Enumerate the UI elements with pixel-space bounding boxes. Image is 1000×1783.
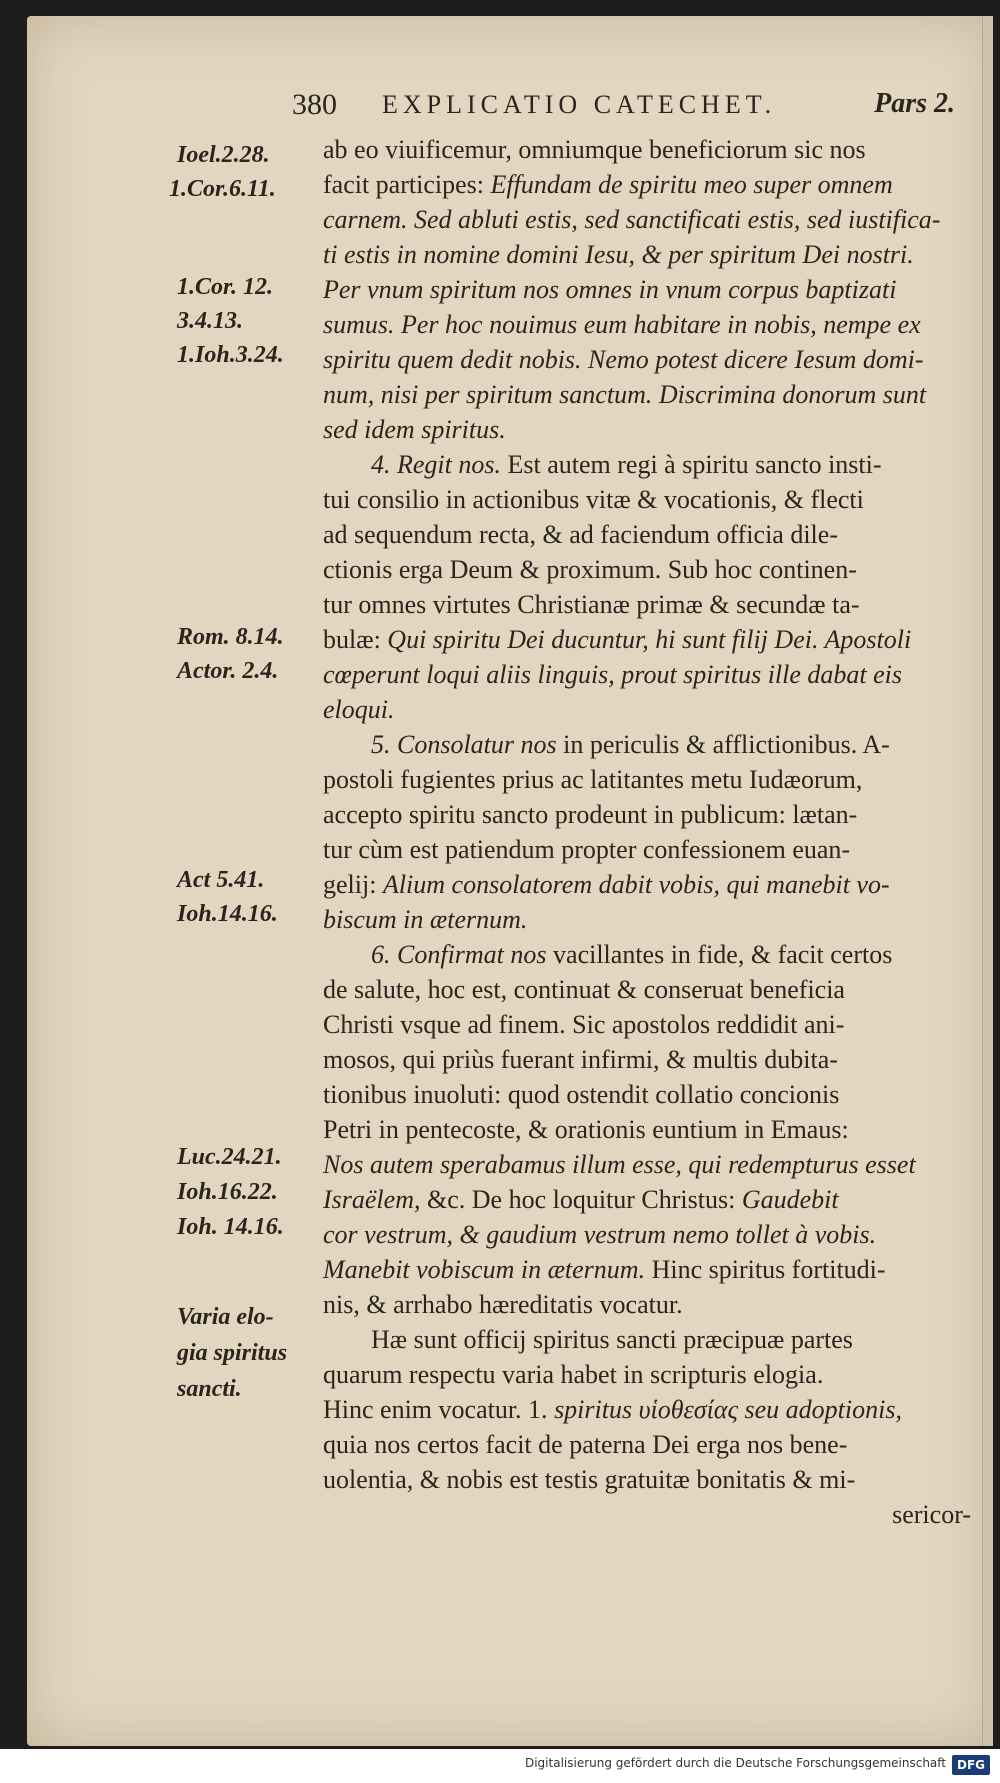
text-line [323,1392,979,1427]
text-segment: accepto spiritu sancto prodeunt in publicum: lætan- [323,800,858,829]
text-line [323,902,979,937]
text-line [323,1462,979,1497]
text-line [323,517,979,552]
text-line [323,482,979,517]
text-line [323,867,979,902]
italic-text-segment: sed idem spiritus. [323,415,506,444]
text-line [323,1182,979,1217]
dfg-logo: DFG [952,1755,990,1775]
margin-note: gia spiritus [177,1340,288,1366]
text-line [323,307,979,342]
text-segment: vacillantes in fide, & facit certos [553,940,893,969]
text-line [323,1077,979,1112]
margin-note: Ioel.2.28. [177,142,270,168]
italic-text-segment: Qui spiritu Dei ducuntur, hi sunt filij Dei. Apostoli [387,625,912,654]
text-segment: quarum respectu varia habet in scripturis elogia. [323,1360,824,1389]
text-segment: tui consilio in actionibus vitæ & vocationis, & flecti [323,485,864,514]
text-line [323,1357,979,1392]
main-text [323,132,979,1532]
text-segment: mosos, qui priùs fuerant infirmi, & multis dubita- [323,1045,838,1074]
text-line [323,377,979,412]
margin-note: Ioh. 14.16. [177,1214,284,1240]
text-segment: Hinc enim vocatur. 1. [323,1395,555,1424]
text-line [323,1427,979,1462]
italic-text-segment: 6. Confirmat nos [371,940,554,969]
italic-text-segment: spiritu quem dedit nobis. Nemo potest dicere Iesum domi- [323,345,924,374]
margin-note: Varia elo- [177,1304,274,1330]
italic-text-segment: 5. Consolatur nos [371,730,564,759]
italic-text-segment: sumus. Per hoc nouimus eum habitare in nobis, nempe ex [323,310,921,339]
margin-note: Ioh.14.16. [177,901,278,927]
text-segment: Christi vsque ad finem. Sic apostolos reddidit ani- [323,1010,845,1039]
text-line [323,1322,979,1357]
running-title: EXPLICATIO CATECHET. [382,90,777,119]
margin-note: 3.4.13. [177,308,243,334]
footer-strip [0,1749,1000,1783]
text-line [323,937,979,972]
italic-text-segment: Nos autem sperabamus illum esse, qui redempturus esset [323,1150,916,1179]
text-segment: uolentia, & nobis est testis gratuitæ bonitatis & mi- [323,1465,856,1494]
text-line [323,412,979,447]
text-line [323,657,979,692]
text-line [323,167,979,202]
text-segment: &c. De hoc loquitur Christus: [426,1185,742,1214]
text-segment: sericor- [892,1500,971,1529]
text-segment: de salute, hoc est, continuat & conseruat beneficia [323,975,845,1004]
margin-note: sancti. [177,1376,242,1402]
italic-text-segment: num, nisi per spiritum sanctum. Discrimina donorum sunt [323,380,927,409]
margin-note: Act 5.41. [177,867,265,893]
italic-text-segment: cor vestrum, & gaudium vestrum nemo tollet à vobis. [323,1220,877,1249]
italic-text-segment: Israëlem, [323,1185,427,1214]
page-edge [982,16,993,1746]
margin-note: 1.Ioh.3.24. [177,342,284,368]
text-line [323,1497,979,1532]
text-segment: nis, & arrhabo hæreditatis vocatur. [323,1290,683,1319]
text-line [323,552,979,587]
text-segment: facit participes: [323,170,491,199]
text-segment: tionibus inuoluti: quod ostendit collatio concionis [323,1080,840,1109]
text-line [323,1252,979,1287]
text-segment: bulæ: [323,625,388,654]
italic-text-segment: Manebit vobiscum in æternum. [323,1255,652,1284]
margin-note: Ioh.16.22. [177,1179,278,1205]
text-line [323,1287,979,1322]
text-line [323,972,979,1007]
italic-text-segment: 4. Regit nos. [371,450,508,479]
margin-note: Luc.24.21. [177,1144,282,1170]
text-segment: ad sequendum recta, & ad faciendum officia dile- [323,520,838,549]
italic-text-segment: Effundam de spiritu meo super omnem [490,170,893,199]
italic-text-segment: carnem. Sed abluti estis, sed sanctificati estis, sed iustifica- [323,205,941,234]
text-segment: Petri in pentecoste, & orationis euntium in Emaus: [323,1115,849,1144]
text-segment: ab eo viuificemur, omniumque beneficiorum sic nos [323,135,866,164]
text-segment: ctionis erga Deum & proximum. Sub hoc continen- [323,555,857,584]
text-line [323,1007,979,1042]
italic-text-segment: Per vnum spiritum nos omnes in vnum corpus baptizati [323,275,897,304]
italic-text-segment: Gaudebit [741,1185,839,1214]
italic-text-segment: spiritus υἱοθεσίας seu adoptionis, [554,1395,902,1424]
text-line [323,237,979,272]
text-line [323,832,979,867]
margin-note: Actor. 2.4. [177,658,279,684]
margin-note: Rom. 8.14. [177,624,284,650]
text-segment: Hæ sunt officij spiritus sancti præcipuæ partes [371,1325,853,1354]
text-line [323,132,979,167]
text-segment: in periculis & afflictionibus. A- [563,730,890,759]
text-line [323,762,979,797]
text-line [323,202,979,237]
page-number: 380 [292,88,337,121]
text-line [323,1217,979,1252]
text-line [323,1147,979,1182]
text-line [323,1042,979,1077]
text-line [323,1112,979,1147]
text-segment: tur cùm est patiendum propter confessionem euan- [323,835,851,864]
margin-note: 1.Cor. 12. [177,274,274,300]
text-segment: postoli fugientes prius ac latitantes metu Iudæorum, [323,765,863,794]
text-segment: Est autem regi à spiritu sancto insti- [507,450,882,479]
italic-text-segment: eloqui. [323,695,395,724]
part-label: Pars 2. [874,88,955,119]
text-line [323,692,979,727]
italic-text-segment: cœperunt loqui aliis linguis, prout spiritus ille dabat eis [323,660,903,689]
text-line [323,447,979,482]
italic-text-segment: biscum in æternum. [323,905,528,934]
text-segment: quia nos certos facit de paterna Dei erga nos bene- [323,1430,848,1459]
text-segment: Hinc spiritus fortitudi- [651,1255,886,1284]
text-line [323,272,979,307]
margin-note: 1.Cor.6.11. [169,176,276,202]
text-line [323,797,979,832]
text-segment: gelij: [323,870,383,899]
text-line [323,727,979,762]
italic-text-segment: Alium consolatorem dabit vobis, qui manebit vo- [382,870,890,899]
margin-notes [27,16,327,1746]
italic-text-segment: ti estis in nomine domini Iesu, & per spiritum Dei nostri. [323,240,914,269]
text-segment: tur omnes virtutes Christianæ primæ & secundæ ta- [323,590,860,619]
text-line [323,587,979,622]
text-line [323,622,979,657]
book-page [27,16,993,1746]
digitization-credit: Digitalisierung gefördert durch die Deutsche Forschungsgemeinschaft [524,1756,946,1770]
text-line [323,342,979,377]
